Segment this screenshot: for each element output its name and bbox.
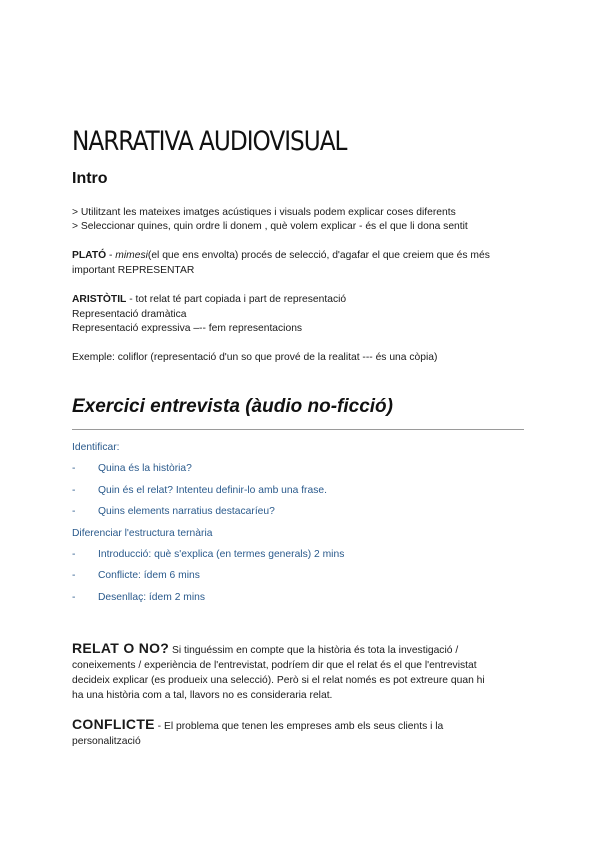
divider (72, 429, 524, 430)
intro-line-2: > Seleccionar quines, quin ordre li donem , què volem explicar - és el que li dona sentit (72, 221, 468, 232)
aristotil-line (72, 293, 346, 308)
relat-paragraph (72, 641, 532, 703)
conflicte-line-2: personalització (72, 736, 141, 747)
example-line: Exemple: coliflor (representació d'un so que prové de la realitat --- és una còpia) (72, 352, 438, 363)
conflicte-text: - El problema que tenen les empreses amb els seus clients i la (154, 721, 444, 732)
bullet-dash: - (72, 463, 76, 474)
identify-item-text: Quins elements narratius destacaríeu? (98, 506, 275, 517)
intro-line-1: > Utilitzant les mateixes imatges acústiques i visuals podem explicar coses diferents (72, 207, 456, 218)
page-title: NARRATIVA AUDIOVISUAL (72, 126, 347, 157)
relat-line: ha una història com a tal, llavors no es consideraria relat. (72, 690, 333, 701)
bullet-dash: - (72, 506, 76, 517)
plato-sep: - (106, 250, 116, 261)
bullet-dash: - (72, 570, 76, 581)
identify-item-text: Quin és el relat? Intenteu definir-lo amb una frase. (98, 485, 327, 496)
relat-line: coneixements / experiència de l'entrevistat, podríem dir que el relat és el que l'entrevistat (72, 660, 477, 671)
aristotil-line-2: Representació dramàtica (72, 309, 187, 320)
identify-item-text: Quina és la història? (98, 463, 192, 474)
relat-text: Si tinguéssim en compte que la història és tota la investigació / (169, 645, 459, 656)
bullet-dash: - (72, 485, 76, 496)
structure-item-text: Introducció: què s'explica (en termes generals) 2 mins (98, 549, 345, 560)
aristotil-line-3: Representació expressiva –-- fem representacions (72, 323, 303, 334)
plato-term: mimesi (115, 250, 148, 261)
aristotil-label: ARISTÒTIL (72, 294, 127, 305)
aristotil-text: - tot relat té part copiada i part de representació (126, 294, 347, 305)
structure-label: Diferenciar l'estructura ternària (72, 528, 213, 539)
plato-label: PLATÓ (72, 250, 107, 261)
relat-label: RELAT O NO? (72, 640, 170, 656)
plato-line (72, 249, 490, 264)
identify-label: Identificar: (72, 442, 120, 453)
conflicte-label: CONFLICTE (72, 716, 155, 732)
structure-item-text: Desenllaç: ídem 2 mins (98, 592, 206, 603)
conflicte-line (72, 717, 532, 734)
relat-line (72, 641, 532, 658)
conflicte-paragraph (72, 717, 532, 749)
plato-line-2: important REPRESENTAR (72, 265, 195, 276)
bullet-dash: - (72, 549, 76, 560)
plato-text: (el que ens envolta) procés de selecció, d'agafar el que creiem que és més (147, 250, 490, 261)
bullet-dash: - (72, 592, 76, 603)
structure-item-text: Conflicte: ídem 6 mins (98, 570, 200, 581)
intro-heading: Intro (72, 170, 108, 187)
exercise-heading: Exercici entrevista (àudio no-ficció) (72, 396, 393, 417)
relat-line: decideix explicar (es produeix una selecció). Però si el relat només es pot extreure quan hi (72, 675, 485, 686)
